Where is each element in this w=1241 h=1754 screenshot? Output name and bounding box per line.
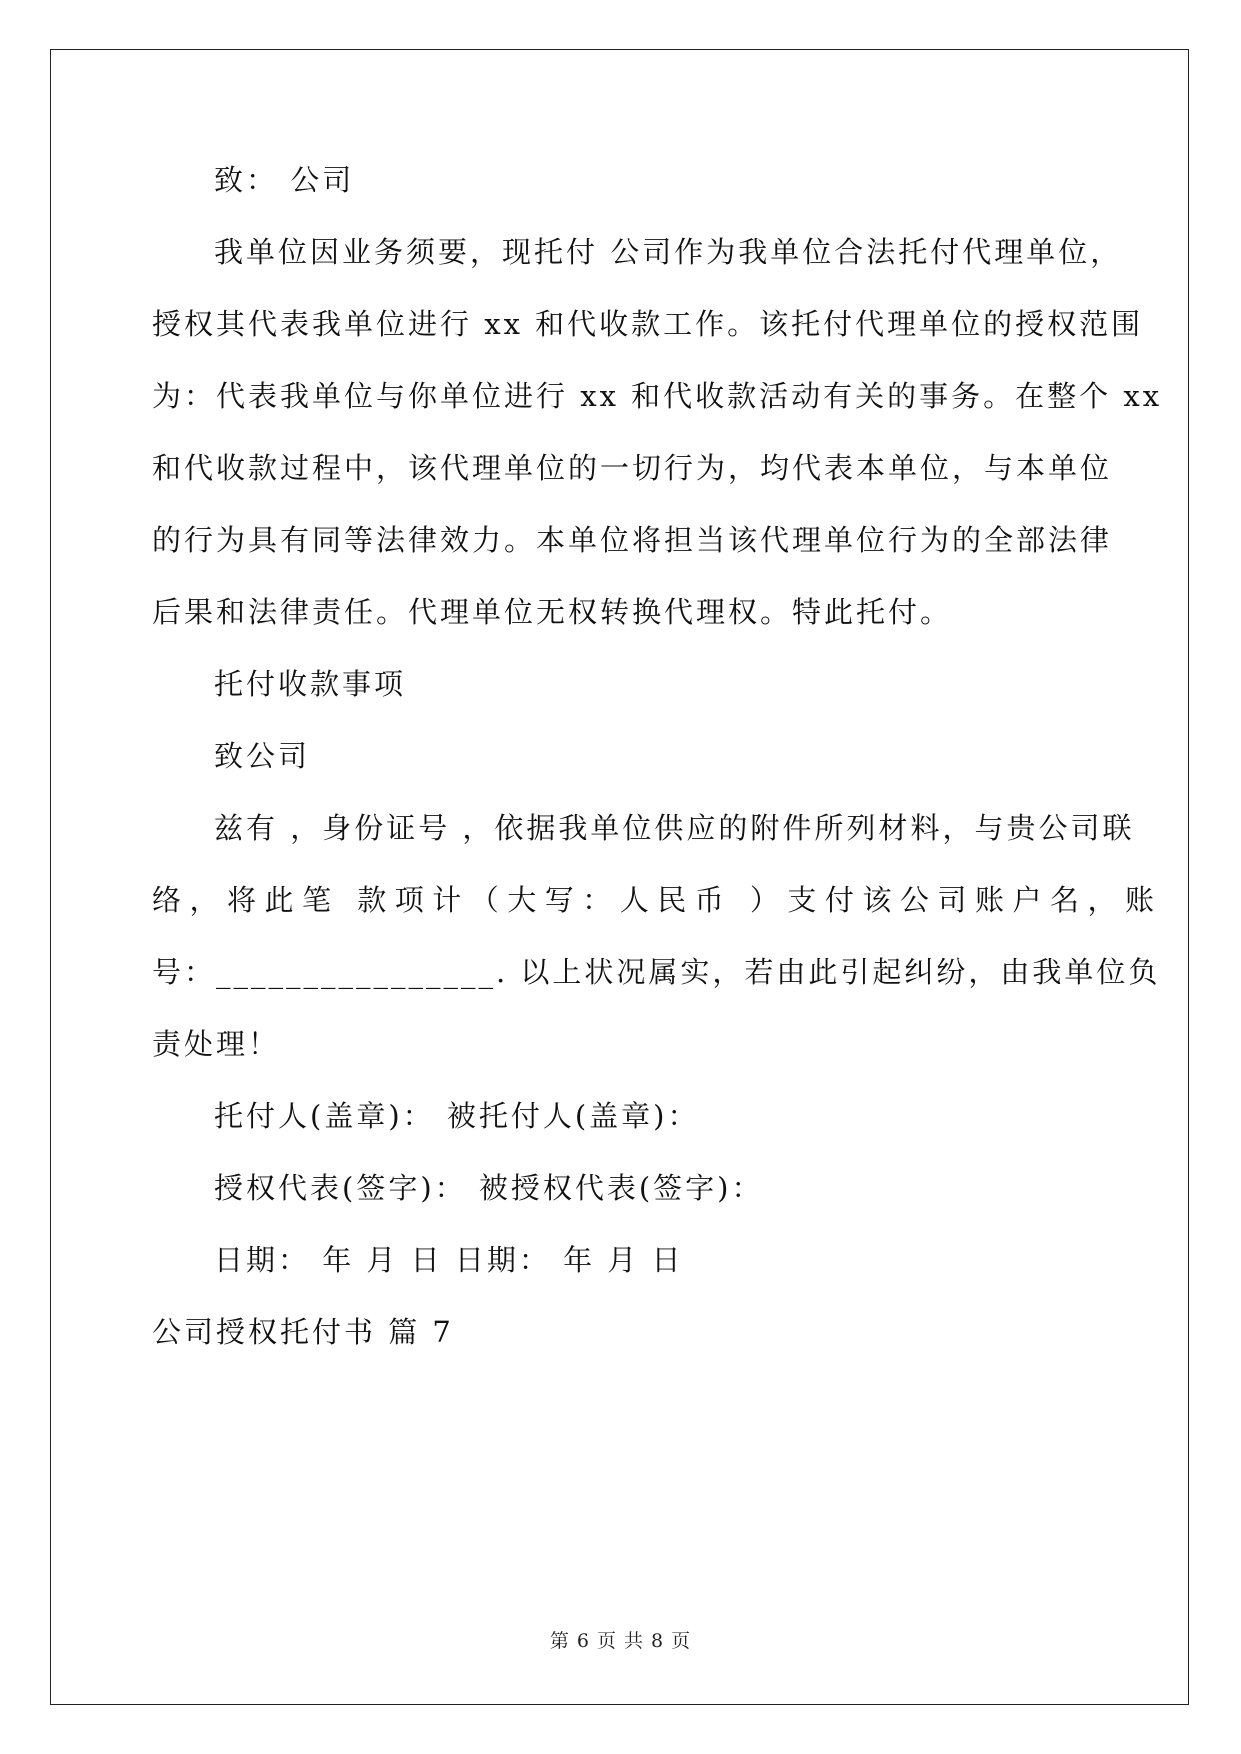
- paragraph-line: 的行为具有同等法律效力。本单位将担当该代理单位行为的全部法律: [152, 523, 1113, 557]
- paragraph-line: 授权其代表我单位进行 xx 和代收款工作。该托付代理单位的授权范围: [152, 307, 1144, 341]
- page-number: 第 6 页 共 8 页: [549, 1630, 692, 1652]
- section-heading: 托付收款事项: [214, 667, 407, 701]
- salutation-line: 致公司: [214, 739, 311, 773]
- paragraph-line: 号：________________. 以上状况属实，若由此引起纠纷，由我单位负: [152, 955, 1161, 989]
- paragraph-line: 责处理！: [152, 1027, 281, 1061]
- signature-line: 授权代表(签字)： 被授权代表(签字)：: [214, 1171, 764, 1205]
- paragraph-line: 为：代表我单位与你单位进行 xx 和代收款活动有关的事务。在整个 xx: [152, 379, 1163, 413]
- salutation-line: 致： 公司: [214, 163, 355, 197]
- next-section-title: 公司授权托付书 篇 7: [152, 1315, 454, 1349]
- paragraph-line: 络，将此笔 款项计（大写：人民币 ）支付该公司账户名，账: [152, 883, 1163, 917]
- seal-line: 托付人(盖章)： 被托付人(盖章)：: [214, 1099, 700, 1133]
- paragraph-line: 兹有 ，身份证号 ，依据我单位供应的附件所列材料，与贵公司联: [214, 811, 1135, 845]
- page-frame: [50, 49, 1189, 1705]
- paragraph-line: 和代收款过程中，该代理单位的一切行为，均代表本单位，与本单位: [152, 451, 1113, 485]
- paragraph-line: 后果和法律责任。代理单位无权转换代理权。特此托付。: [152, 595, 953, 629]
- date-line: 日期： 年 月 日 日期： 年 月 日: [214, 1243, 684, 1277]
- paragraph-line: 我单位因业务须要，现托付 公司作为我单位合法托付代理单位，: [214, 235, 1123, 269]
